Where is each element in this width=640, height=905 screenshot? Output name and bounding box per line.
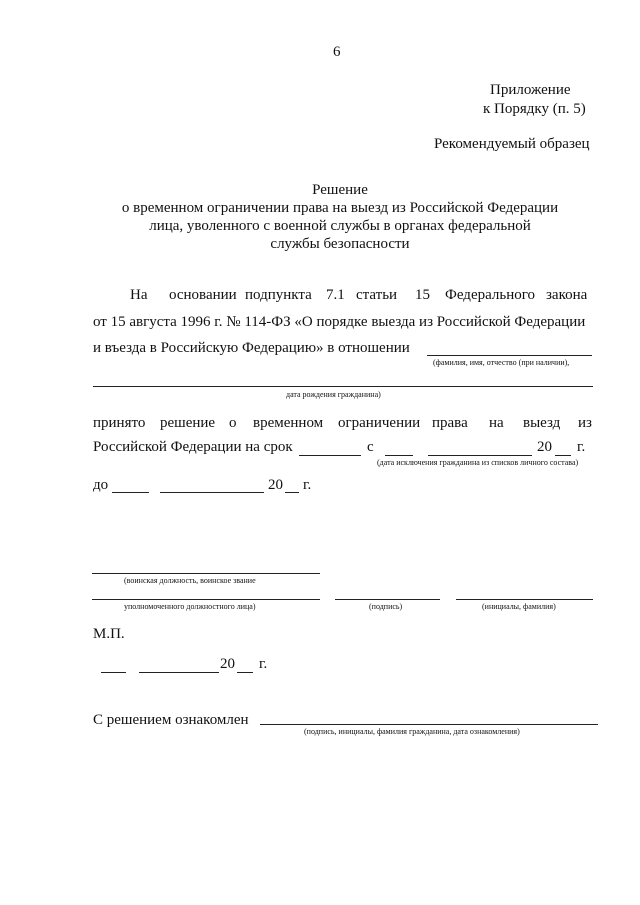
body-word: выезд bbox=[523, 415, 561, 431]
body-s: с bbox=[367, 439, 374, 455]
sign-fill-line[interactable] bbox=[335, 599, 440, 600]
month-fill-line[interactable] bbox=[428, 455, 532, 456]
body-line5-start: Российской Федерации на срок bbox=[93, 439, 293, 455]
mp-label: М.П. bbox=[93, 626, 125, 642]
birth-fill-line[interactable] bbox=[93, 386, 593, 387]
do-day-fill-line[interactable] bbox=[112, 492, 149, 493]
caption-official: уполномоченного должностного лица) bbox=[124, 602, 256, 611]
day-fill-line[interactable] bbox=[385, 455, 413, 456]
sign-day-fill-line[interactable] bbox=[101, 672, 126, 673]
body-word: закона bbox=[546, 287, 588, 303]
sign-year-prefix: 20 bbox=[220, 656, 235, 672]
sign-month-fill-line[interactable] bbox=[139, 672, 219, 673]
body-word: права bbox=[432, 415, 468, 431]
body-word: основании bbox=[169, 287, 237, 303]
sample-label: Рекомендуемый образец bbox=[434, 136, 590, 152]
sign-year-fill-line[interactable] bbox=[237, 672, 253, 673]
body-word: ограничении bbox=[338, 415, 421, 431]
title-line4: службы безопасности bbox=[270, 236, 410, 252]
year-suffix-2: г. bbox=[303, 477, 312, 493]
fio-fill-line[interactable] bbox=[427, 355, 592, 356]
caption-exclusion: (дата исключения гражданина из списков личного состава) bbox=[377, 458, 579, 467]
acknowledge-label: С решением ознакомлен bbox=[93, 712, 249, 728]
appendix-line2: к Порядку (п. 5) bbox=[483, 101, 586, 117]
body-line3: и въезда в Российскую Федерацию» в отношении bbox=[93, 340, 410, 356]
title-line3: лица, уволенного с военной службы в органах федеральной bbox=[149, 218, 531, 234]
body-word: На bbox=[130, 287, 148, 303]
year-suffix-1: г. bbox=[577, 439, 586, 455]
caption-initials: (инициалы, фамилия) bbox=[482, 602, 556, 611]
body-word: 7.1 bbox=[326, 287, 345, 303]
acknowledge-fill-line[interactable] bbox=[260, 724, 598, 725]
caption-position: (воинская должность, воинское звание bbox=[124, 576, 256, 585]
page-number: 6 bbox=[333, 44, 341, 60]
appendix-line1: Приложение bbox=[490, 82, 571, 98]
body-word: из bbox=[578, 415, 592, 431]
year-fill-line-2[interactable] bbox=[285, 492, 299, 493]
caption-birth: дата рождения гражданина) bbox=[286, 390, 381, 399]
body-word: подпункта bbox=[245, 287, 312, 303]
body-word: Федерального bbox=[445, 287, 536, 303]
do-month-fill-line[interactable] bbox=[160, 492, 264, 493]
body-word: о bbox=[229, 415, 237, 431]
body-line2: от 15 августа 1996 г. № 114-ФЗ «О порядке выезда из Российской Федерации bbox=[93, 314, 586, 330]
body-word: на bbox=[489, 415, 504, 431]
year-fill-line-1[interactable] bbox=[555, 455, 571, 456]
caption-acknowledge: (подпись, инициалы, фамилия гражданина, дата ознакомления) bbox=[304, 727, 520, 736]
title-line1: Решение bbox=[312, 182, 368, 198]
initials-fill-line[interactable] bbox=[456, 599, 593, 600]
body-word: статьи bbox=[356, 287, 398, 303]
term-fill-line[interactable] bbox=[299, 455, 361, 456]
body-word: 15 bbox=[415, 287, 430, 303]
body-word: принято bbox=[93, 415, 146, 431]
body-do: до bbox=[93, 477, 109, 493]
year-prefix-2: 20 bbox=[268, 477, 283, 493]
sign-year-suffix: г. bbox=[259, 656, 268, 672]
year-prefix-1: 20 bbox=[537, 439, 552, 455]
official-fill-line[interactable] bbox=[92, 599, 320, 600]
caption-fio: (фамилия, имя, отчество (при наличии), bbox=[433, 358, 570, 367]
body-word: решение bbox=[160, 415, 216, 431]
body-word: временном bbox=[253, 415, 324, 431]
caption-sign: (подпись) bbox=[369, 602, 403, 611]
title-line2: о временном ограничении права на выезд из Российской Федерации bbox=[121, 200, 559, 216]
position-fill-line[interactable] bbox=[92, 573, 320, 574]
